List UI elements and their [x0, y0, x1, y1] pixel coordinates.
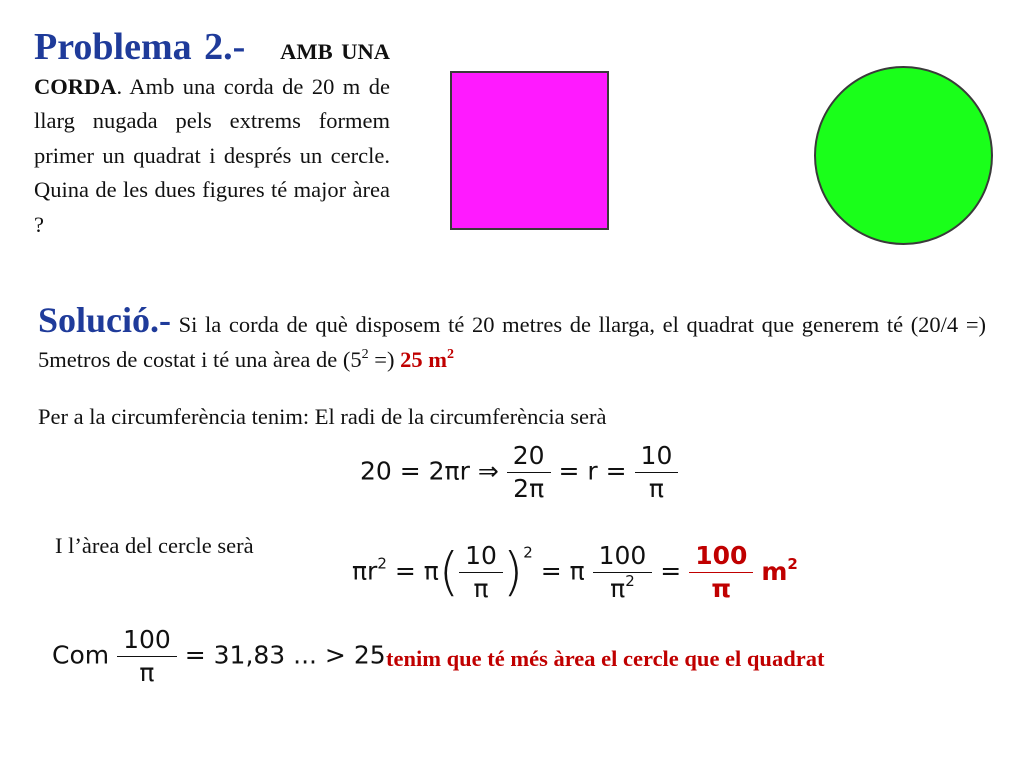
circle-area-unit: [761, 554, 798, 586]
green-circle: [814, 66, 993, 245]
eq2-equals-pi: = π: [394, 556, 439, 586]
problem-subtitle: AMB UNA CORDA: [34, 39, 391, 99]
conclusion-text: tenim que té més àrea el cercle que el quadrat: [386, 646, 825, 671]
square-area-exponent: 2: [446, 347, 454, 362]
problem-statement: [34, 26, 391, 243]
problem-title: Problema 2.-: [34, 26, 246, 68]
area-equation: [352, 540, 798, 605]
problem-text: . Amb una corda de 20 m de llarg nugada pels extrems formem primer un quadrat i després un cercle. Quina de les dues figures té major àrea ?: [34, 73, 390, 237]
compare-word: Com: [52, 640, 110, 670]
circle-area-result: [689, 540, 753, 605]
compare-denominator: π: [117, 656, 177, 689]
eq2-middle: = π: [540, 556, 585, 586]
eq1-frac2-denominator: π: [635, 472, 679, 505]
magenta-square: [450, 71, 609, 230]
eq2-equals: =: [660, 556, 682, 586]
eq1-fraction-2: [635, 440, 679, 505]
compare-numerator: 100: [123, 625, 171, 654]
eq1-fraction-1: [507, 440, 551, 505]
eq1-frac2-numerator: 10: [640, 441, 673, 470]
eq2-paren-close: ): [502, 542, 524, 603]
area-intro: I l’àrea del cercle serà: [55, 533, 254, 558]
eq2-frac2-denominator: [593, 572, 653, 605]
square-area-answer: [400, 347, 454, 372]
square-area-value: 25 m: [400, 347, 447, 372]
eq1-frac1-denominator: 2π: [507, 472, 551, 505]
solution-exponent: 2: [361, 347, 369, 362]
eq2-fraction-1: [459, 540, 503, 605]
eq2-frac1-denominator: π: [459, 572, 503, 605]
eq2-lhs: πr: [352, 556, 378, 586]
solution-text-2: =): [368, 347, 401, 372]
eq2-frac1-numerator: 10: [465, 541, 497, 570]
compare-rest: = 31,83 ... > 25: [184, 640, 386, 670]
radius-equation: [360, 440, 678, 505]
eq1-lhs: 20 = 2πr ⇒: [360, 456, 499, 486]
circle-area-unit-base: m: [761, 556, 788, 586]
eq2-paren-exponent: 2: [523, 543, 533, 562]
eq2-frac2-numerator: 100: [598, 541, 647, 570]
eq2-paren-open: (: [438, 542, 460, 603]
circle-area-numerator: 100: [695, 541, 748, 570]
eq1-frac1-numerator: 20: [512, 441, 545, 470]
eq1-middle: = r =: [558, 456, 627, 486]
compare-fraction: [117, 624, 177, 689]
comparison-equation: [52, 624, 386, 689]
eq2-fraction-2: [593, 540, 653, 605]
eq2-frac2-den-exponent: 2: [625, 572, 635, 590]
solution-text-1: Si la corda de què disposem té 20 metres de llarga, el quadrat que generem té (20/4 =) 5metros de costat i té una àrea de (5: [38, 312, 986, 372]
circle-area-denominator: π: [689, 572, 753, 605]
eq2-lhs-exponent: 2: [377, 554, 387, 573]
eq2-frac2-den-base: π: [610, 574, 626, 603]
solution-paragraph: [38, 300, 986, 377]
radius-intro: Per a la circumferència tenim: El radi de la circumferència serà: [38, 404, 607, 429]
circle-area-unit-exponent: 2: [787, 554, 798, 573]
solution-title: Solució.-: [38, 300, 172, 340]
